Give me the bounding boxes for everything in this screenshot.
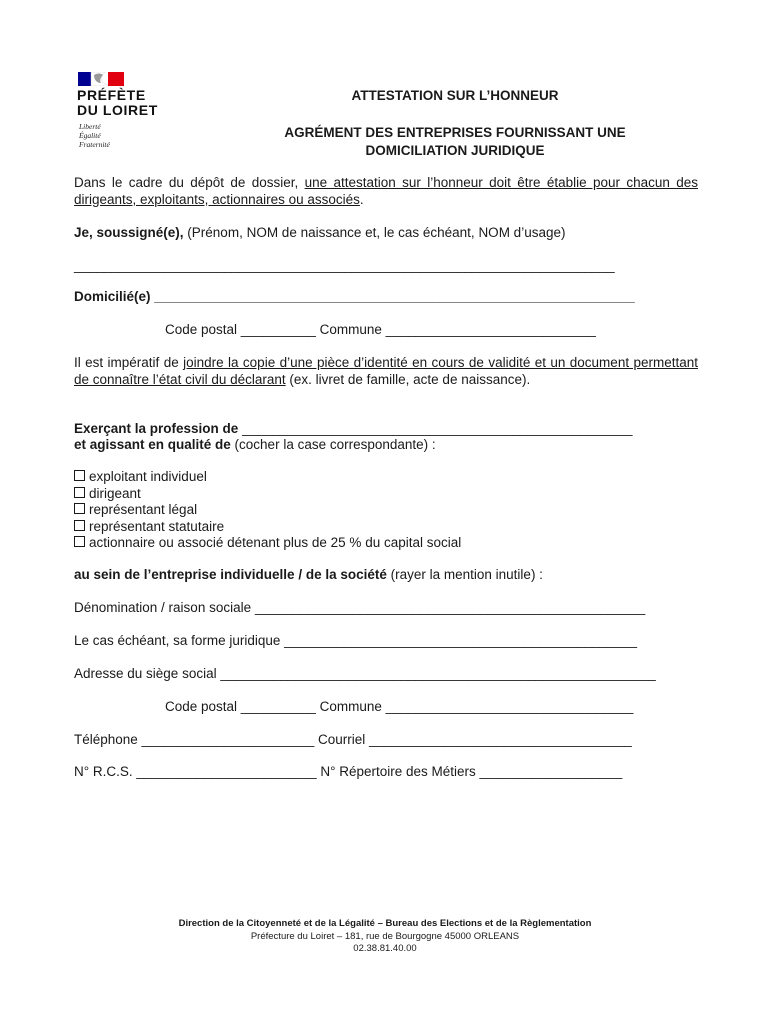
postal-code-commune-line-2[interactable]: Code postal __________ Commune _________________________________: [165, 699, 634, 714]
checkbox-square-icon[interactable]: [74, 520, 85, 531]
intro-paragraph: [74, 175, 698, 208]
qualite-line: [74, 437, 436, 452]
soussigne-label: Je, soussigné(e),: [74, 225, 184, 240]
imperatif-paragraph: [74, 355, 698, 388]
checkbox-square-icon[interactable]: [74, 487, 85, 498]
adresse-siege-field[interactable]: Adresse du siège social __________________________________________________________: [74, 666, 656, 681]
logo-line-2: DU LOIRET: [77, 102, 158, 118]
status-checkbox-list: [74, 469, 461, 552]
qualite-label: et agissant en qualité de: [74, 437, 231, 452]
profession-line: [74, 421, 632, 436]
postal-code-commune-line-1[interactable]: Code postal __________ Commune ____________________________: [165, 322, 596, 337]
checkbox-label: représentant statutaire: [89, 518, 225, 534]
domicile-line: [74, 289, 635, 304]
marianne-logo-icon: [78, 72, 124, 86]
checkbox-actionnaire-associe[interactable]: [74, 535, 461, 552]
motto-liberte: Liberté: [79, 122, 101, 131]
imperatif-text: Il est impératif de: [74, 355, 184, 370]
imperatif-end: (ex. livret de famille, acte de naissance).: [285, 371, 531, 387]
intro-end: .: [359, 191, 364, 207]
checkbox-label: exploitant individuel: [89, 469, 207, 484]
domicile-blank-field[interactable]: ________________________________________________________________: [150, 289, 635, 304]
entreprise-heading-line: [74, 567, 543, 582]
footer-line-1: Direction de la Citoyenneté et de la Légalité – Bureau des Elections et de la Règlementation: [178, 918, 592, 929]
checkbox-dirigeant[interactable]: [74, 486, 461, 503]
checkbox-exploitant-individuel[interactable]: [74, 469, 461, 486]
logo-line-1: PRÉFÈTE: [77, 87, 146, 103]
checkbox-representant-statutaire[interactable]: [74, 519, 461, 536]
subtitle-line-2: DOMICILIATION JURIDIQUE: [365, 143, 545, 158]
motto-egalite: Égalité: [79, 131, 101, 140]
imperatif-underlined-text: joindre la copie d’une pièce d’identité en cours de validité et un document permettant de connaître l’état civil du déclarant: [74, 355, 698, 387]
page-footer: [0, 918, 770, 956]
document-title: ATTESTATION SUR L’HONNEUR: [351, 88, 559, 103]
footer-phone: 02.38.81.40.00: [353, 943, 417, 954]
motto-fraternite: Fraternité: [79, 140, 110, 149]
checkbox-square-icon[interactable]: [74, 536, 85, 547]
checkbox-square-icon[interactable]: [74, 503, 85, 514]
rcs-repertoire-field[interactable]: N° R.C.S. ________________________ N° Répertoire des Métiers ___________________: [74, 764, 623, 779]
profession-label: Exerçant la profession de: [74, 421, 239, 436]
republic-motto: [79, 122, 110, 149]
intro-underlined-text: une attestation sur l’honneur doit être établie pour chacun des dirigeants, exploitants, actionnaires ou associés: [74, 175, 698, 207]
prefecture-logo-text: [77, 88, 158, 118]
domicile-label: Domicilié(e): [74, 289, 151, 304]
entreprise-label: au sein de l’entreprise individuelle / de la société: [74, 567, 387, 582]
denomination-field[interactable]: Dénomination / raison sociale ____________________________________________________: [74, 600, 646, 615]
subtitle-line-1: AGRÉMENT DES ENTREPRISES FOURNISSANT UNE: [284, 125, 626, 140]
intro-text: Dans le cadre du dépôt de dossier,: [74, 175, 305, 190]
checkbox-square-icon[interactable]: [74, 470, 85, 481]
checkbox-label: représentant légal: [89, 502, 198, 517]
checkbox-label: dirigeant: [89, 485, 141, 501]
qualite-hint: (cocher la case correspondante) :: [230, 437, 436, 452]
forme-juridique-field[interactable]: Le cas échéant, sa forme juridique _______________________________________________: [74, 633, 637, 648]
identity-blank-field[interactable]: ________________________________________________________________________: [74, 258, 615, 273]
footer-line-2: Préfecture du Loiret – 181, rue de Bourgogne 45000 ORLEANS: [250, 930, 520, 942]
checkbox-representant-legal[interactable]: [74, 502, 461, 519]
document-subtitle: [230, 124, 680, 160]
entreprise-hint: (rayer la mention inutile) :: [386, 567, 543, 582]
profession-blank-field[interactable]: ____________________________________________________: [238, 421, 633, 436]
checkbox-label: actionnaire ou associé détenant plus de 25 % du capital social: [89, 535, 462, 550]
soussigne-line: [74, 225, 565, 240]
soussigne-hint: (Prénom, NOM de naissance et, le cas échéant, NOM d’usage): [183, 225, 566, 240]
telephone-courriel-field[interactable]: Téléphone _______________________ Courriel ___________________________________: [74, 732, 632, 747]
